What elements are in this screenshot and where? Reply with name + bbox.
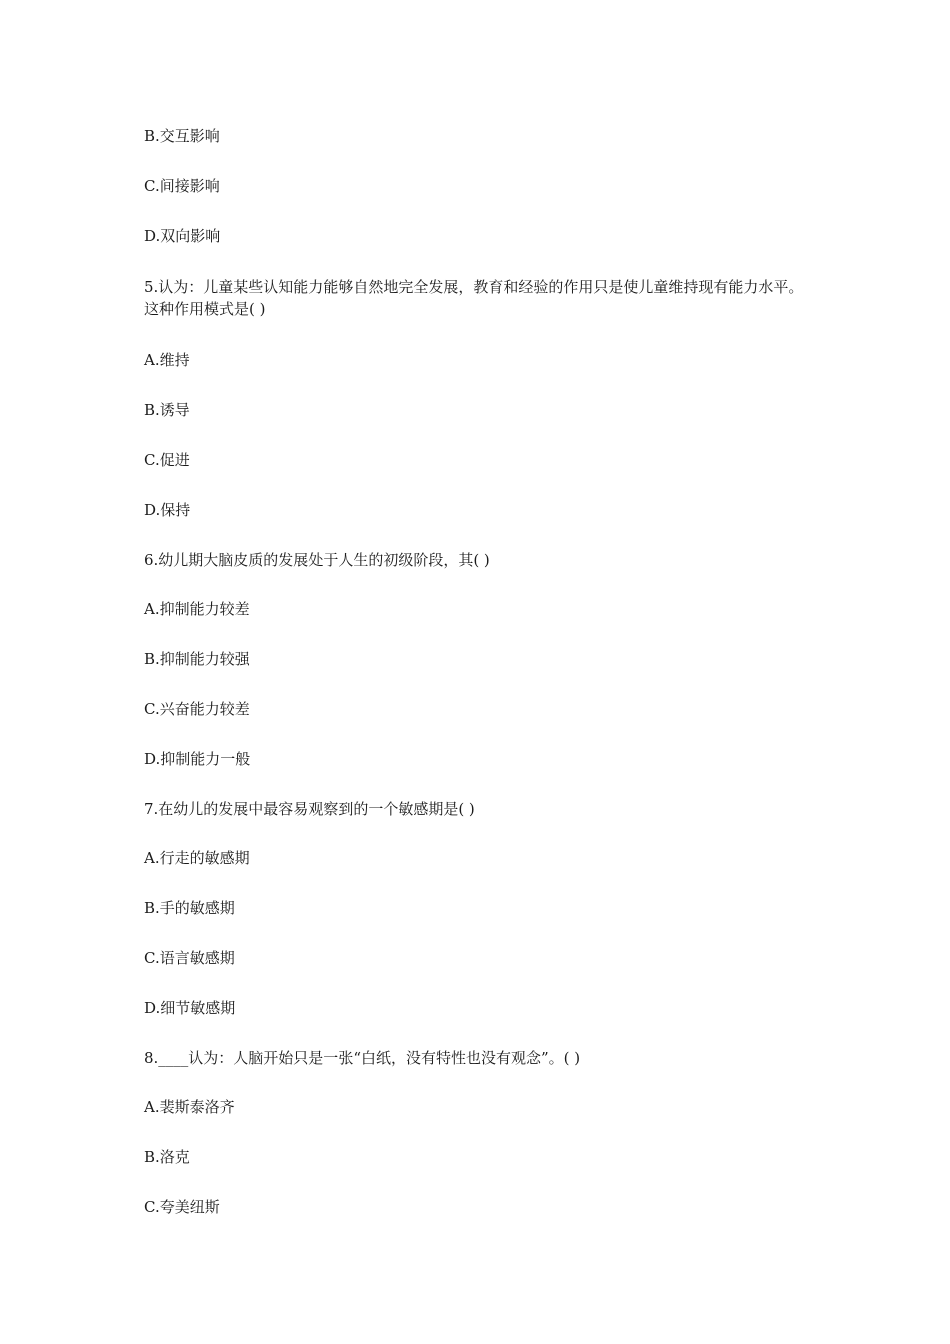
option-4d: D.双向影响 [144, 227, 221, 245]
question-6: 6.幼儿期大脑皮质的发展处于人生的初级阶段，其( ) [144, 551, 490, 569]
option-8a: A.裴斯泰洛齐 [144, 1098, 235, 1116]
question-8: 8.____认为：人脑开始只是一张“白纸，没有特性也没有观念”。( ) [144, 1049, 581, 1067]
option-7d: D.细节敏感期 [144, 999, 236, 1017]
option-4b: B.交互影响 [144, 127, 220, 145]
option-6a: A.抑制能力较差 [144, 600, 250, 618]
option-7b: B.手的敏感期 [144, 899, 235, 917]
option-7a: A.行走的敏感期 [144, 849, 250, 867]
option-6c: C.兴奋能力较差 [144, 700, 250, 718]
option-5c: C.促进 [144, 451, 190, 469]
option-6d: D.抑制能力一般 [144, 750, 251, 768]
question-5: 5.认为：儿童某些认知能力能够自然地完全发展，教育和经验的作用只是使儿童维持现有能力水平。这种作用模式是( ) [144, 278, 804, 318]
option-5b: B.诱导 [144, 401, 190, 419]
question-7: 7.在幼儿的发展中最容易观察到的一个敏感期是( ) [144, 800, 475, 818]
option-8b: B.洛克 [144, 1148, 190, 1166]
option-8c: C.夸美纽斯 [144, 1198, 220, 1216]
option-4c: C.间接影响 [144, 177, 220, 195]
option-5d: D.保持 [144, 501, 191, 519]
option-7c: C.语言敏感期 [144, 949, 235, 967]
option-6b: B.抑制能力较强 [144, 650, 250, 668]
option-5a: A.维持 [144, 351, 190, 369]
